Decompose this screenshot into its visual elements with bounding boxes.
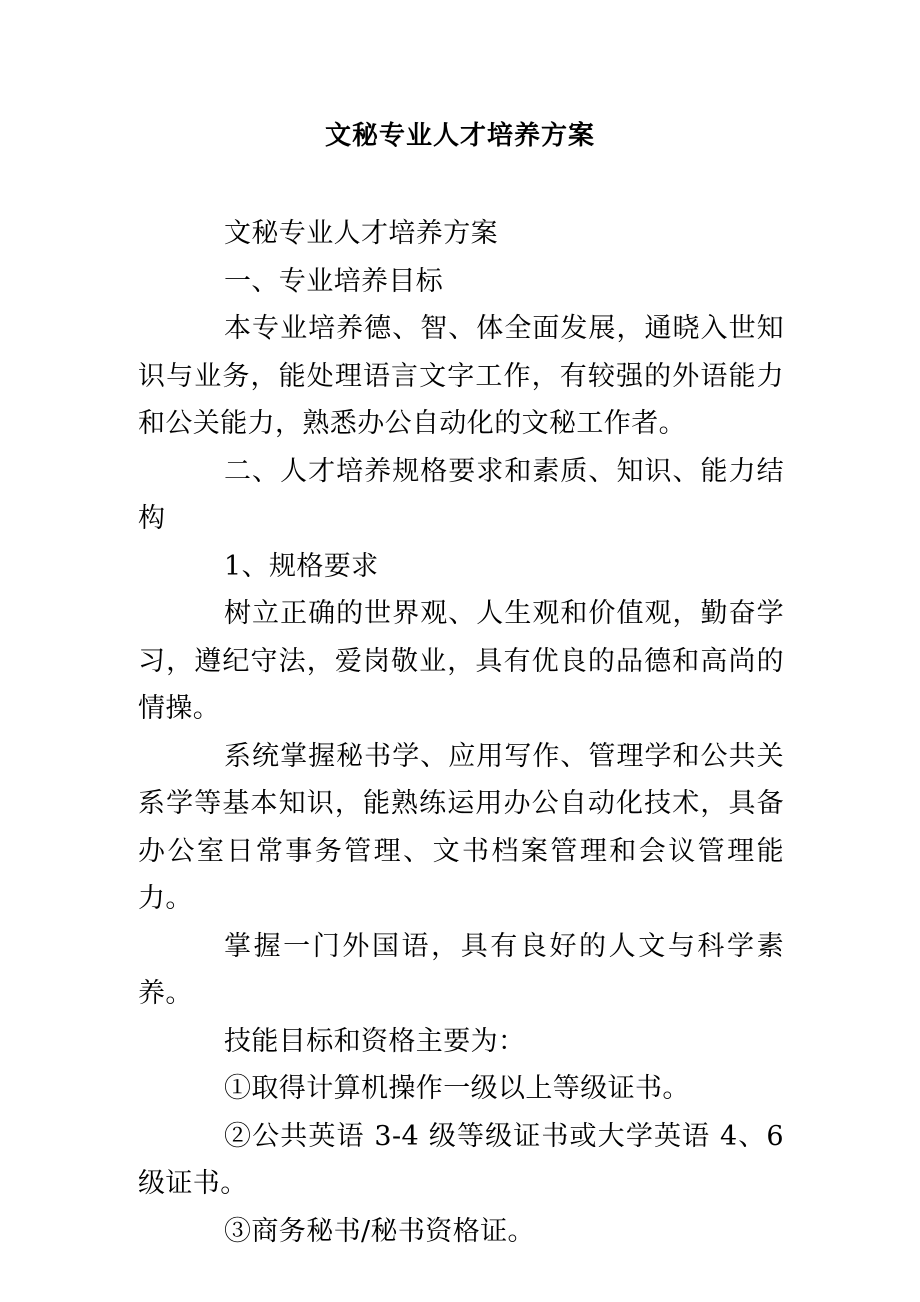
heading-training-goals: 一、专业培养目标 [224, 265, 444, 297]
heading-specification: 1、规格要求 [224, 550, 379, 582]
document-body [138, 210, 784, 1255]
list-item-secretary-cert: ③商务秘书/秘书资格证。 [224, 1215, 535, 1247]
paragraph-skill-goals: 技能目标和资格主要为： [224, 1025, 526, 1057]
list-item-english-cert: ②公共英语 3-4 级等级证书或大学英语 4、6 级证书。 [138, 1120, 784, 1199]
list-item-computer-cert: ①取得计算机操作一级以上等级证书。 [224, 1073, 690, 1104]
paragraph-language: 掌握一门外国语，具有良好的人文与科学素养。 [138, 930, 784, 1009]
paragraph-values: 树立正确的世界观、人生观和价值观，勤奋学习，遵纪守法，爱岗敬业，具有优良的品德和高尚的情操。 [138, 598, 784, 724]
heading-specification-requirements: 二、人才培养规格要求和素质、知识、能力结构 [138, 455, 784, 534]
paragraph-subtitle: 文秘专业人才培养方案 [224, 218, 498, 249]
document-title: 文秘专业人才培养方案 [324, 121, 595, 151]
paragraph-knowledge: 系统掌握秘书学、应用写作、管理学和公共关系学等基本知识，能熟练运用办公自动化技术，具备办公室日常事务管理、文书档案管理和会议管理能力。 [138, 740, 784, 914]
paragraph-training-goals: 本专业培养德、智、体全面发展，通晓入世知识与业务，能处理语言文字工作，有较强的外语能力和公关能力，熟悉办公自动化的文秘工作者。 [138, 313, 784, 439]
